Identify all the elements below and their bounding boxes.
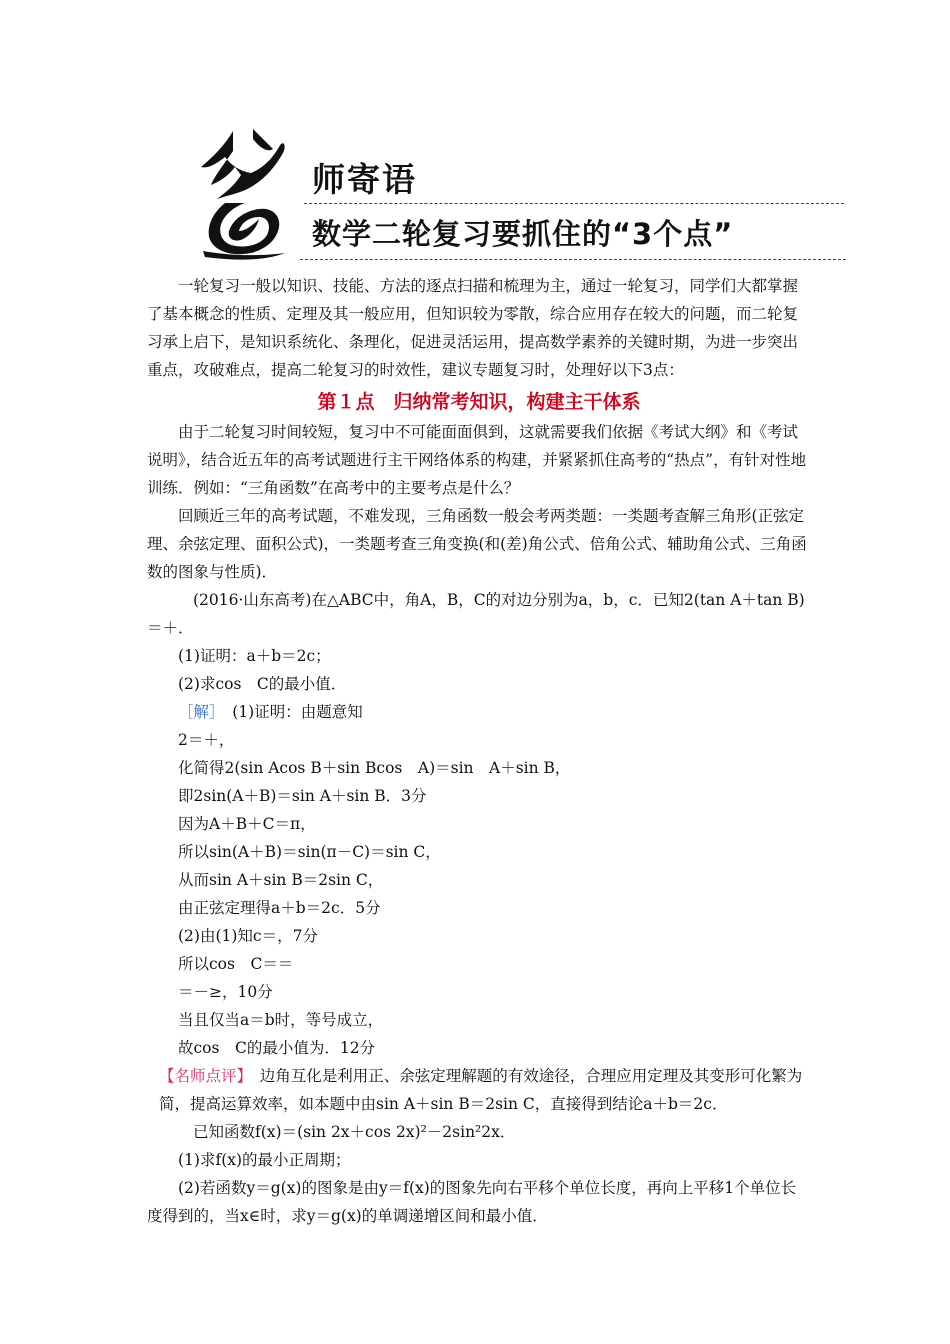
solution-start [147,698,811,726]
solution-tag: ［解］ [178,703,217,721]
teacher-comment [147,1062,811,1118]
problem2-question-2: (2)若函数y＝g(x)的图象是由y＝f(x)的图象先向右平移个单位长度，再向上平移1个单位长度得到的，当x∈时，求y＝g(x)的单调递增区间和最小值． [147,1179,797,1225]
solution-step: 即2sin(A＋B)＝sin A＋sin B．3分 [178,787,427,805]
intro-paragraph: 一轮复习一般以知识、技能、方法的逐点扫描和梳理为主，通过一轮复习，同学们大都掌握了基本概念的性质、定理及其一般应用，但知识较为零散，综合应用存在较大的问题，而二轮复习承上启下，是知识系统化、条理化，促进灵活运用，提高数学素养的关键时期，为进一步突出重点，攻破难点，提高二轮复习的时效性，建议专题复习时，处理好以下3点： [147,277,799,379]
solution-step: (2)由(1)知c＝，7分 [178,927,318,945]
problem2-statement: 已知函数f(x)＝(sin 2x＋cos 2x)²－2sin²2x． [193,1123,516,1141]
solution-step: 故cos C的最小值为．12分 [178,1039,376,1057]
problem1-question-2: (2)求cos C的最小值． [178,675,347,693]
problem1-statement: (2016·山东高考)在△ABC中，角A，B，C的对边分别为a，b，c．已知2(tan A＋tan B) [193,591,805,609]
solution-step: 所以sin(A＋B)＝sin(π－C)＝sin C， [178,843,441,861]
header-title: 师寄语 [312,160,417,199]
problem1-question-1: (1)证明：a＋b＝2c； [178,647,331,665]
section-title: 第１点 归纳常考知识，构建主干体系 [317,391,641,413]
header-subtitle: 数学二轮复习要抓住的“3个点” [312,217,734,251]
header-divider-bottom [300,259,846,260]
header-divider-top [304,203,844,204]
solution-step: 从而sin A＋sin B＝2sin C， [178,871,384,889]
section-paragraph-2: 回顾近三年的高考试题，不难发现，三角函数一般会考两类题：一类题考查解三角形(正弦定理、余弦定理、面积公式)，一类题考查三角变换(和(差)角公式、倍角公式、辅助角公式、三角函数的图象与性质)． [147,507,807,581]
solution-step: 化简得2(sin Acos B＋sin Bcos A)＝sin A＋sin B， [178,759,571,777]
solution-step: 所以cos C＝＝ [178,955,294,973]
problem1-statement-cont: ＝＋． [147,619,194,637]
comment-tag: 【名师点评】 [159,1067,245,1085]
section-paragraph-1: 由于二轮复习时间较短，复习中不可能面面俱到，这就需要我们依据《考试大纲》和《考试说明》，结合近五年的高考试题进行主干网络体系的构建，并紧紧抓住高考的“热点”，有针对性地训练．例如：“三角函数”在高考中的主要考点是什么？ [147,423,807,497]
solution-step: 当且仅当a＝b时，等号成立， [178,1011,384,1029]
solution-step: 因为A＋B＋C＝π， [178,815,316,833]
calligraphy-logo-icon [195,123,290,263]
document-body [147,272,811,1230]
solution-step: ＝－≥，10分 [178,983,273,1001]
solution-intro: (1)证明：由题意知 [216,703,363,721]
solution-step: 由正弦定理得a＋b＝2c．5分 [178,899,381,917]
solution-step: 2＝＋， [178,731,235,749]
comment-text: 边角互化是利用正、余弦定理解题的有效途径，合理应用定理及其变形可化繁为简，提高运算效率，如本题中由sin A＋sin B＝2sin C，直接得到结论a＋b＝2c． [159,1067,803,1113]
problem2-question-1: (1)求f(x)的最小正周期； [178,1151,351,1169]
